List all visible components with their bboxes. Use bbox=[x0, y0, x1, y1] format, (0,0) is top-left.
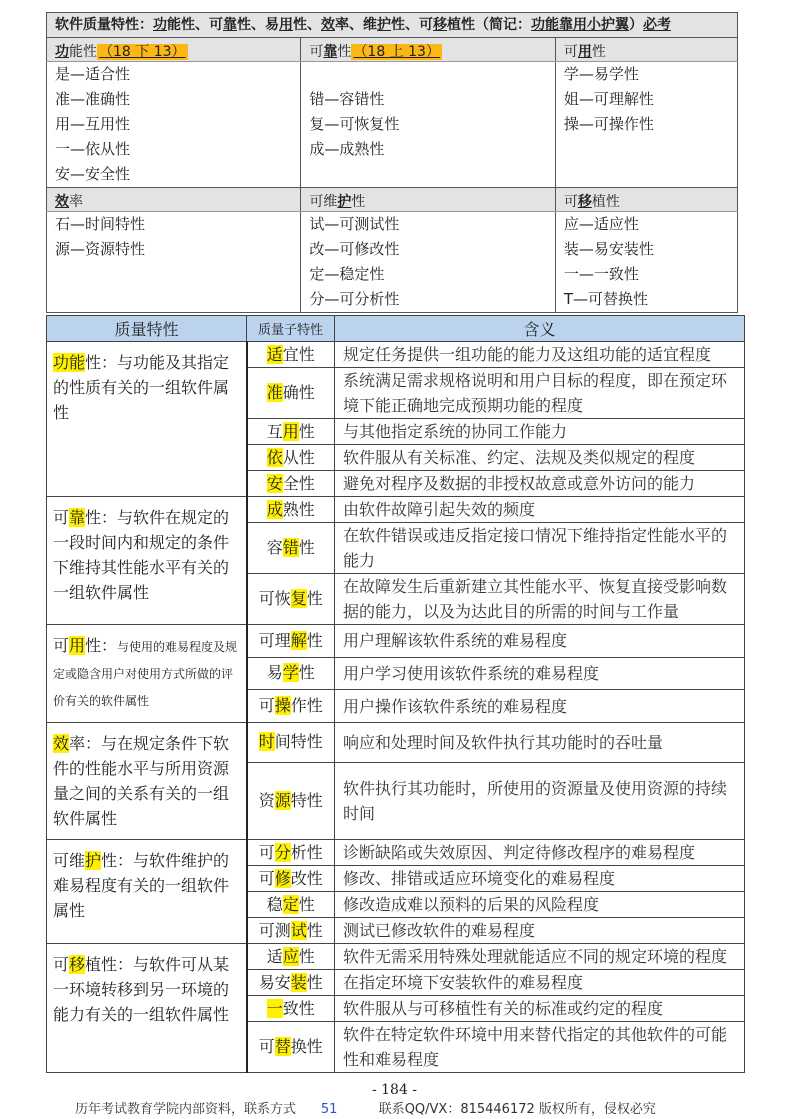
text-part: 可 bbox=[258, 1037, 275, 1056]
sub-characteristic-cell bbox=[247, 1022, 335, 1073]
text-part: 植性（简记： bbox=[447, 17, 531, 33]
text-part: 率 bbox=[69, 194, 83, 210]
text-part: 能性、可 bbox=[167, 17, 223, 33]
meaning-cell: 系统满足需求规格说明和用户目标的程度，即在预定环境下能正确地完成预期功能的程度 bbox=[335, 368, 745, 419]
table-row bbox=[47, 497, 745, 523]
text-part: 解 bbox=[290, 630, 307, 650]
text-part: 依 bbox=[266, 447, 283, 467]
mnemonic-item: 源—资源特性 bbox=[55, 240, 146, 258]
text-part: 作性 bbox=[290, 696, 323, 716]
text-part: 性 bbox=[591, 44, 606, 60]
mnemonic-item: 学—易学性 bbox=[563, 65, 639, 83]
text-part: 易安 bbox=[258, 972, 291, 992]
mnemonic-title bbox=[47, 13, 738, 38]
text-part: 软件质量特性： bbox=[55, 17, 153, 33]
table-row bbox=[47, 840, 745, 866]
text-part: 易 bbox=[266, 663, 283, 683]
mnemonic-item: 用—互用性 bbox=[55, 115, 131, 133]
text-part: 用 bbox=[577, 44, 592, 60]
text-part: 植性 bbox=[591, 194, 620, 210]
sub-characteristic-cell bbox=[247, 342, 335, 368]
meaning-cell: 规定任务提供一组功能的能力及这组功能的适宜程度 bbox=[335, 342, 745, 368]
text-part: 性：与软件维护的难易程度有关的一组软件属性 bbox=[53, 851, 230, 920]
text-part: 应 bbox=[282, 946, 299, 966]
mnemonic-item: 操—可操作性 bbox=[563, 115, 654, 133]
text-part: 互 bbox=[266, 421, 283, 441]
mnemonic-item: 错—容错性 bbox=[309, 90, 385, 108]
text-part: 全性 bbox=[282, 473, 315, 493]
mnemonic-list bbox=[47, 212, 301, 313]
sub-characteristic-cell bbox=[247, 970, 335, 996]
mnemonic-item: 石—时间特性 bbox=[55, 215, 146, 233]
text-part: 稳 bbox=[266, 894, 283, 914]
mnemonic-item: 分—可分析性 bbox=[309, 290, 400, 308]
characteristic-cell bbox=[47, 497, 247, 625]
text-part: 成 bbox=[266, 499, 283, 519]
text-part: 性、可 bbox=[391, 17, 433, 33]
text-part: 致性 bbox=[282, 998, 315, 1018]
sub-characteristic-cell bbox=[247, 866, 335, 892]
sub-characteristic-cell bbox=[247, 523, 335, 574]
text-part: 定 bbox=[282, 894, 299, 914]
mnemonic-item: 应—适应性 bbox=[563, 215, 639, 233]
text-part: 移 bbox=[577, 194, 592, 210]
text-part: 能性 bbox=[69, 44, 97, 60]
text-part: 用 bbox=[282, 421, 299, 441]
sub-characteristic-cell bbox=[247, 625, 335, 658]
text-part: 性 bbox=[337, 44, 352, 60]
text-part: 确性 bbox=[282, 383, 315, 402]
mnemonic-column-head bbox=[555, 38, 737, 62]
meaning-cell: 测试已修改软件的难易程度 bbox=[335, 918, 745, 944]
text-part: 与使用的难易程度及规定或隐含用户对使用方式所做的评价有关的软件属性 bbox=[53, 640, 238, 708]
text-part: 复 bbox=[290, 589, 307, 608]
quality-characteristics-table bbox=[46, 315, 745, 1073]
text-part: 熟性 bbox=[282, 499, 315, 519]
text-part: 性 bbox=[306, 920, 323, 940]
text-part: 学 bbox=[282, 663, 299, 683]
text-part: 植性：与软件可从某一环境转移到另一环境的能力有关的一组软件属性 bbox=[53, 955, 230, 1024]
text-part: 准 bbox=[266, 383, 283, 402]
mnemonic-list bbox=[47, 62, 301, 188]
text-part: 护 bbox=[85, 851, 102, 870]
text-part: 可 bbox=[258, 868, 275, 888]
text-part: 效 bbox=[55, 194, 69, 210]
meaning-cell: 软件在特定软件环境中用来替代指定的其他软件的可能性和难易程度 bbox=[335, 1022, 745, 1073]
text-part: 可 bbox=[53, 636, 70, 655]
text-part: 性、 bbox=[293, 17, 321, 33]
meaning-cell: 软件服从有关标准、约定、法规及类似规定的程度 bbox=[335, 445, 745, 471]
text-part: 效 bbox=[321, 17, 335, 33]
text-part: （18 上 13） bbox=[353, 44, 440, 60]
meaning-cell: 修改造成难以预料的后果的风险程度 bbox=[335, 892, 745, 918]
mnemonic-table bbox=[46, 12, 738, 313]
sub-characteristic-cell bbox=[247, 690, 335, 723]
text-part: 适 bbox=[266, 344, 283, 364]
sub-characteristic-cell bbox=[247, 497, 335, 523]
mnemonic-item: 装—易安装性 bbox=[563, 240, 654, 258]
text-part: 靠 bbox=[69, 508, 86, 527]
text-part: 可维 bbox=[309, 194, 338, 210]
text-part: 可 bbox=[53, 508, 70, 527]
mnemonic-column-head bbox=[301, 38, 555, 62]
text-part: 析性 bbox=[290, 842, 323, 862]
sub-characteristic-cell bbox=[247, 445, 335, 471]
text-part: 可 bbox=[258, 696, 275, 716]
text-part: 性：与功能及其指定的性质有关的一组软件属性 bbox=[53, 353, 230, 422]
meaning-cell: 在指定环境下安装软件的难易程度 bbox=[335, 970, 745, 996]
text-part: 率、维 bbox=[335, 17, 377, 33]
characteristic-cell bbox=[47, 944, 247, 1073]
characteristic-cell bbox=[47, 840, 247, 944]
mnemonic-item: 一—依从性 bbox=[55, 140, 131, 158]
text-part: 可 bbox=[563, 44, 578, 60]
characteristic-cell bbox=[47, 625, 247, 723]
meaning-cell: 与其他指定系统的协同工作能力 bbox=[335, 419, 745, 445]
mnemonic-list bbox=[555, 212, 737, 313]
mnemonic-column-head bbox=[301, 188, 555, 212]
sub-characteristic-cell bbox=[247, 840, 335, 866]
text-part: 源 bbox=[274, 790, 291, 810]
text-part: （18 下 13） bbox=[99, 44, 186, 60]
text-part: 时 bbox=[258, 732, 275, 752]
text-part: 修 bbox=[274, 868, 291, 888]
text-part: 靠 bbox=[223, 17, 237, 33]
meaning-cell: 避免对程序及数据的非授权故意或意外访问的能力 bbox=[335, 471, 745, 497]
text-part: 功 bbox=[153, 17, 167, 33]
footer-text-2: 联系QQ/VX：815446172 版权所有，侵权必究 bbox=[378, 1102, 656, 1117]
footer-text bbox=[75, 1101, 744, 1119]
sub-characteristic-cell bbox=[247, 996, 335, 1022]
mnemonic-column-head bbox=[555, 188, 737, 212]
meaning-cell: 软件执行其功能时，所使用的资源量及使用资源的持续时间 bbox=[335, 762, 745, 840]
sub-characteristic-cell bbox=[247, 657, 335, 690]
text-part: 性 bbox=[298, 663, 315, 683]
sub-characteristic-cell bbox=[247, 892, 335, 918]
text-part: 一 bbox=[266, 998, 283, 1018]
meaning-cell: 在故障发生后重新建立其性能水平、恢复直接受影响数据的能力，以及为达此目的所需的时间与工作量 bbox=[335, 574, 745, 625]
mnemonic-column-head bbox=[47, 38, 301, 62]
text-part: 性 bbox=[298, 946, 315, 966]
text-part: 性 bbox=[306, 972, 323, 992]
mnemonic-item: 安—安全性 bbox=[55, 165, 131, 183]
text-part: 装 bbox=[290, 972, 307, 992]
text-part: 错 bbox=[282, 538, 299, 557]
text-part: 靠 bbox=[323, 44, 338, 60]
sub-characteristic-cell bbox=[247, 368, 335, 419]
text-part: 移 bbox=[433, 17, 447, 33]
mnemonic-item: 改—可修改性 bbox=[309, 240, 400, 258]
text-part: 护 bbox=[337, 194, 352, 210]
mnemonic-list bbox=[301, 62, 555, 188]
text-part: 功能靠用小护翼 bbox=[531, 17, 629, 33]
text-part: 性 bbox=[298, 421, 315, 441]
mnemonic-list bbox=[555, 62, 737, 188]
mnemonic-item: T—可替换性 bbox=[563, 290, 649, 308]
text-part: 替 bbox=[274, 1037, 291, 1056]
sub-characteristic-cell bbox=[247, 762, 335, 840]
meaning-cell: 响应和处理时间及软件执行其功能时的吞吐量 bbox=[335, 723, 745, 763]
meaning-cell: 修改、排错或适应环境变化的难易程度 bbox=[335, 866, 745, 892]
table-row bbox=[47, 723, 745, 763]
text-part: 安 bbox=[266, 473, 283, 493]
meaning-cell: 软件服从与可移植性有关的标准或约定的程度 bbox=[335, 996, 745, 1022]
text-part: 性 bbox=[351, 194, 366, 210]
text-part: 可 bbox=[563, 194, 578, 210]
sub-characteristic-cell bbox=[247, 944, 335, 970]
text-part: 可 bbox=[258, 842, 275, 862]
header-characteristic: 质量特性 bbox=[47, 316, 247, 342]
meaning-cell: 诊断缺陷或失效原因、判定待修改程序的难易程度 bbox=[335, 840, 745, 866]
text-part: 率：与在规定条件下软件的性能水平与所用资源量之间的关系有关的一组软件属性 bbox=[53, 734, 230, 828]
text-part: 操 bbox=[274, 696, 291, 716]
header-meaning: 含义 bbox=[335, 316, 745, 342]
text-part: 效 bbox=[53, 734, 70, 753]
text-part: ） bbox=[629, 17, 643, 33]
footer-link[interactable]: 51 bbox=[320, 1102, 338, 1117]
text-part: 间特性 bbox=[274, 732, 323, 752]
page-number: - 184 - bbox=[371, 1082, 418, 1098]
text-part: 功能 bbox=[53, 353, 86, 372]
meaning-cell: 软件无需采用特殊处理就能适应不同的规定环境的程度 bbox=[335, 944, 745, 970]
text-part: 适 bbox=[266, 946, 283, 966]
text-part: 功 bbox=[55, 44, 69, 60]
text-part: 性 bbox=[306, 630, 323, 650]
characteristic-cell bbox=[47, 723, 247, 840]
mnemonic-item: 试—可测试性 bbox=[309, 215, 400, 233]
text-part: 分 bbox=[274, 842, 291, 862]
text-part: 性 bbox=[306, 589, 323, 608]
table-row bbox=[47, 944, 745, 970]
mnemonic-item: 是—适合性 bbox=[55, 65, 131, 83]
text-part: 性、易 bbox=[237, 17, 279, 33]
page-content bbox=[46, 12, 744, 1119]
meaning-cell: 用户操作该软件系统的难易程度 bbox=[335, 690, 745, 723]
mnemonic-list bbox=[301, 212, 555, 313]
text-part: 资 bbox=[258, 790, 275, 810]
text-part: 可 bbox=[53, 955, 70, 974]
meaning-cell: 用户学习使用该软件系统的难易程度 bbox=[335, 657, 745, 690]
text-part: 用 bbox=[279, 17, 293, 33]
mnemonic-item: 姐—可理解性 bbox=[563, 90, 654, 108]
text-part: 特性 bbox=[290, 790, 323, 810]
mnemonic-item: 一—一致性 bbox=[563, 265, 639, 283]
text-part: 移 bbox=[69, 955, 86, 974]
text-part: 用 bbox=[69, 636, 86, 655]
meaning-cell: 由软件故障引起失效的频度 bbox=[335, 497, 745, 523]
text-part: 可维 bbox=[53, 851, 86, 870]
footer-text-1: 历年考试教育学院内部资料，联系方式 bbox=[75, 1102, 297, 1117]
mnemonic-item: 定—稳定性 bbox=[309, 265, 385, 283]
text-part: 宜性 bbox=[282, 344, 315, 364]
meaning-cell: 用户理解该软件系统的难易程度 bbox=[335, 625, 745, 658]
table-row bbox=[47, 342, 745, 368]
text-part: 改性 bbox=[290, 868, 323, 888]
meaning-cell: 在软件错误或违反指定接口情况下维持指定性能水平的能力 bbox=[335, 523, 745, 574]
header-sub-characteristic: 质量子特性 bbox=[247, 316, 335, 342]
characteristic-cell bbox=[47, 342, 247, 497]
text-part: 可恢 bbox=[258, 589, 291, 608]
mnemonic-item: 复—可恢复性 bbox=[309, 115, 400, 133]
sub-characteristic-cell bbox=[247, 918, 335, 944]
sub-characteristic-cell bbox=[247, 574, 335, 625]
text-part: 必考 bbox=[643, 17, 671, 33]
text-part: 性：与软件在规定的一段时间内和规定的条件下维持其性能水平有关的一组软件属性 bbox=[53, 508, 230, 602]
text-part: 可 bbox=[309, 44, 324, 60]
text-part: 容 bbox=[266, 538, 283, 557]
text-part: 试 bbox=[290, 920, 307, 940]
table-row bbox=[47, 625, 745, 658]
text-part: 从性 bbox=[282, 447, 315, 467]
sub-characteristic-cell bbox=[247, 471, 335, 497]
text-part: 性 bbox=[298, 538, 315, 557]
sub-characteristic-cell bbox=[247, 723, 335, 763]
text-part: 换性 bbox=[290, 1037, 323, 1056]
text-part: 性 bbox=[298, 894, 315, 914]
mnemonic-item: 成—成熟性 bbox=[309, 140, 385, 158]
text-part: 护 bbox=[377, 17, 391, 33]
mnemonic-column-head bbox=[47, 188, 301, 212]
text-part: 可理 bbox=[258, 630, 291, 650]
text-part: 可测 bbox=[258, 920, 291, 940]
text-part: 性： bbox=[85, 636, 118, 655]
sub-characteristic-cell bbox=[247, 419, 335, 445]
mnemonic-item: 准—准确性 bbox=[55, 90, 131, 108]
